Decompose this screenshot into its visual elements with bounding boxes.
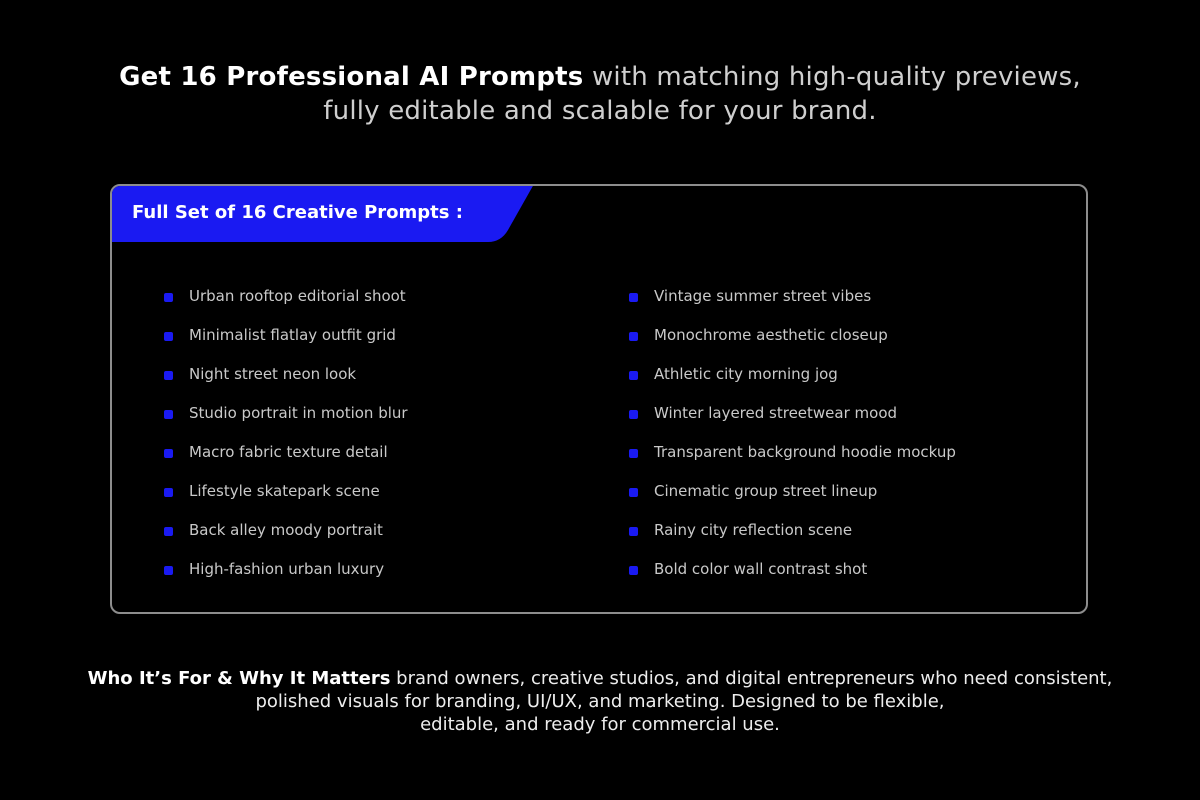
- bullet-icon: [629, 371, 638, 380]
- footer-line-2: polished visuals for branding, UI/UX, and marketing. Designed to be flexible,: [255, 691, 945, 712]
- card-tab-label: Full Set of 16 Creative Prompts :: [132, 202, 463, 223]
- prompt-list-item: [164, 549, 408, 588]
- footer-line-1-rest: brand owners, creative studios, and digital entrepreneurs who need consistent,: [396, 668, 1113, 689]
- prompt-list-item: [164, 315, 408, 354]
- bullet-icon: [164, 410, 173, 419]
- headline-line-2: fully editable and scalable for your brand.: [323, 96, 877, 126]
- headline: [0, 60, 1200, 128]
- bullet-icon: [629, 410, 638, 419]
- footer-line-1: [0, 667, 1200, 690]
- prompt-label: Transparent background hoodie mockup: [654, 442, 956, 461]
- prompt-list-item: [629, 432, 956, 471]
- card-tab: [110, 184, 534, 242]
- prompt-label: Vintage summer street vibes: [654, 286, 872, 305]
- prompt-list-item: [164, 432, 408, 471]
- footer-line-3: editable, and ready for commercial use.: [420, 714, 780, 735]
- prompt-list-item: [164, 276, 408, 315]
- prompt-list-item: [164, 471, 408, 510]
- prompt-label: Cinematic group street lineup: [654, 481, 878, 500]
- bullet-icon: [164, 566, 173, 575]
- prompt-label: Winter layered streetwear mood: [654, 403, 898, 422]
- bullet-icon: [164, 449, 173, 458]
- prompt-list-item: [164, 393, 408, 432]
- prompt-list-item: [629, 354, 956, 393]
- footer-bold: Who It’s For & Why It Matters: [87, 668, 391, 689]
- bullet-icon: [629, 332, 638, 341]
- prompt-list-item: [629, 471, 956, 510]
- bullet-icon: [629, 527, 638, 536]
- prompt-label: Rainy city reflection scene: [654, 520, 853, 539]
- prompt-label: High-fashion urban luxury: [189, 559, 385, 578]
- prompt-label: Urban rooftop editorial shoot: [189, 286, 406, 305]
- bullet-icon: [629, 488, 638, 497]
- bullet-icon: [164, 371, 173, 380]
- footer-text: [0, 667, 1200, 736]
- prompt-list-item: [629, 393, 956, 432]
- prompts-card: [110, 184, 1088, 614]
- prompt-list-item: [164, 354, 408, 393]
- bullet-icon: [164, 332, 173, 341]
- prompt-label: Lifestyle skatepark scene: [189, 481, 380, 500]
- prompt-list-left: [164, 276, 408, 588]
- prompt-list-right: [629, 276, 956, 588]
- prompt-label: Macro fabric texture detail: [189, 442, 388, 461]
- headline-line-1-rest: with matching high-quality previews,: [591, 62, 1081, 92]
- prompt-label: Studio portrait in motion blur: [189, 403, 408, 422]
- prompt-label: Bold color wall contrast shot: [654, 559, 868, 578]
- prompt-list-item: [629, 549, 956, 588]
- bullet-icon: [164, 488, 173, 497]
- bullet-icon: [629, 293, 638, 302]
- prompt-label: Minimalist flatlay outfit grid: [189, 325, 396, 344]
- prompt-list-item: [629, 276, 956, 315]
- prompt-list-item: [164, 510, 408, 549]
- prompt-list-item: [629, 315, 956, 354]
- bullet-icon: [164, 527, 173, 536]
- headline-bold: Get 16 Professional AI Prompts: [119, 62, 584, 92]
- bullet-icon: [629, 566, 638, 575]
- prompt-label: Night street neon look: [189, 364, 357, 383]
- prompt-list-item: [629, 510, 956, 549]
- bullet-icon: [164, 293, 173, 302]
- prompt-label: Back alley moody portrait: [189, 520, 383, 539]
- prompt-label: Monochrome aesthetic closeup: [654, 325, 888, 344]
- prompt-label: Athletic city morning jog: [654, 364, 838, 383]
- headline-line-1: [119, 62, 1081, 92]
- bullet-icon: [629, 449, 638, 458]
